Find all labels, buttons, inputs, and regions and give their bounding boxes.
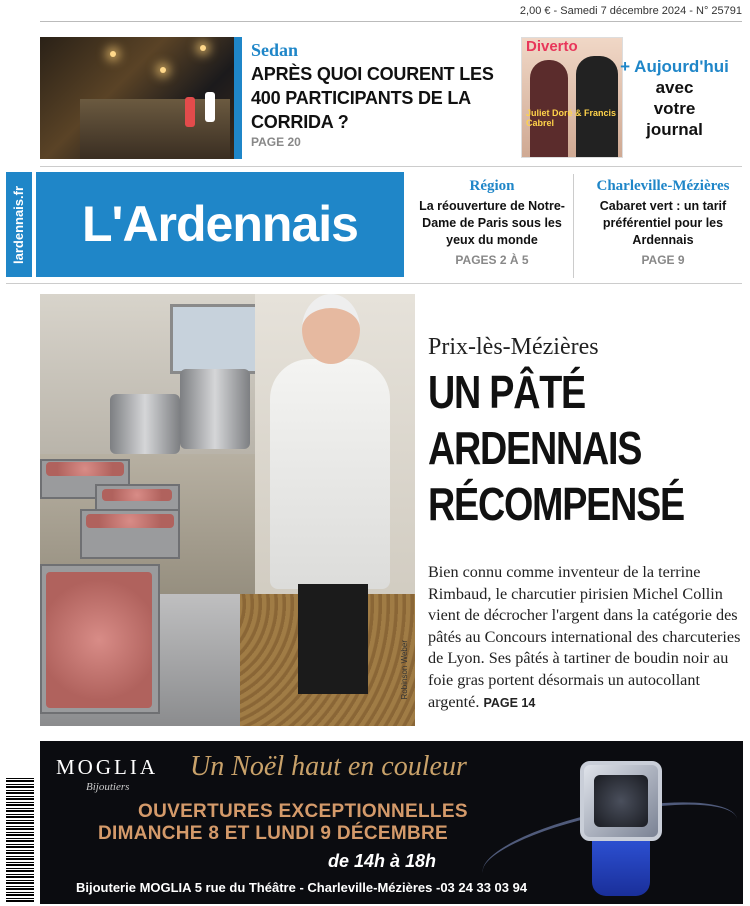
supplement-line: avec bbox=[655, 78, 694, 97]
newspaper-logo[interactable]: L'Ardennais bbox=[36, 172, 404, 277]
ad-line: DIMANCHE 8 ET LUNDI 9 DÉCEMBRE bbox=[98, 823, 448, 844]
divider bbox=[573, 174, 574, 278]
edition-info: 2,00 € - Samedi 7 décembre 2024 - N° 25791 bbox=[40, 0, 742, 22]
chef-legs bbox=[298, 584, 368, 694]
meat bbox=[46, 572, 152, 708]
watch-strap bbox=[592, 841, 650, 896]
corrida-photo[interactable] bbox=[40, 37, 234, 159]
divider bbox=[40, 166, 742, 167]
divider bbox=[6, 283, 742, 284]
ad-hours: de 14h à 18h bbox=[328, 851, 437, 871]
region-page: PAGES 2 À 5 bbox=[455, 253, 529, 267]
jewelry-advertisement[interactable] bbox=[40, 741, 743, 904]
street-lamp bbox=[200, 45, 206, 51]
teaser-page: PAGE 20 bbox=[251, 135, 301, 149]
main-headline-line: UN PÂTÉ bbox=[428, 366, 585, 418]
chef-head bbox=[302, 294, 360, 364]
supplement-line: journal bbox=[646, 120, 703, 139]
main-headline-line: RÉCOMPENSÉ bbox=[428, 478, 684, 530]
magazine-cover[interactable] bbox=[521, 37, 623, 158]
region-kicker: Région bbox=[469, 178, 515, 194]
street-lamp bbox=[160, 67, 166, 73]
ad-brand: MOGLIA bbox=[56, 755, 158, 779]
watch-dial bbox=[594, 775, 648, 827]
magazine-title: Diverto bbox=[526, 38, 578, 55]
cooking-pot bbox=[110, 394, 180, 454]
chef-figure bbox=[270, 359, 390, 589]
meat bbox=[86, 514, 174, 528]
runner-figure bbox=[205, 92, 215, 122]
runner-figure bbox=[185, 97, 195, 127]
barcode-icon bbox=[6, 776, 34, 902]
kitchen-window bbox=[170, 304, 260, 374]
ad-line: OUVERTURES EXCEPTIONNELLES bbox=[138, 801, 468, 822]
teaser-headline[interactable]: APRÈS QUOI COURENT LES 400 PARTICIPANTS DE LA CORRIDA ? bbox=[251, 64, 494, 132]
region-headline: La réouverture de Notre-Dame de Paris sous les yeux du monde bbox=[419, 199, 565, 247]
supplement-plus: + Aujourd'hui bbox=[620, 57, 729, 76]
main-article-photo[interactable] bbox=[40, 294, 415, 726]
charleville-headline: Cabaret vert : un tarif préférentiel pour les Ardennais bbox=[599, 199, 727, 247]
cooking-pot bbox=[180, 369, 250, 449]
main-headline[interactable] bbox=[428, 364, 748, 532]
ad-brand-sub: Bijoutiers bbox=[86, 781, 130, 793]
main-article-body bbox=[428, 562, 744, 714]
meat bbox=[102, 489, 172, 501]
meat bbox=[46, 462, 124, 476]
region-teaser[interactable] bbox=[412, 176, 572, 267]
website-url[interactable]: lardennais.fr bbox=[6, 172, 32, 277]
supplement-line: votre bbox=[653, 99, 696, 118]
street-lamp bbox=[110, 51, 116, 57]
watch-image bbox=[580, 761, 662, 841]
main-article-page[interactable]: PAGE 14 bbox=[483, 695, 536, 710]
charleville-kicker: Charleville-Mézières bbox=[596, 178, 730, 194]
teaser-kicker: Sedan bbox=[251, 40, 299, 60]
ad-slogan: Un Noël haut en couleur bbox=[190, 751, 467, 782]
magazine-cover-text: Juliet Doré & Francis Cabrel bbox=[526, 108, 617, 128]
main-body-text: Bien connu comme inventeur de la terrine Rimbaud, le charcutier pirisien Michel Collin vient de décrocher l'argent dans la catégorie des pâtés au Concours international des charcuteries de Lyon. Ses pâtés à tartiner de boudin noir au foie gras portent désormais un autocollant argenté. bbox=[428, 563, 741, 711]
charleville-teaser[interactable] bbox=[580, 176, 746, 267]
charleville-page: PAGE 9 bbox=[641, 253, 685, 267]
supplement-promo bbox=[612, 56, 737, 140]
accent-bar bbox=[234, 37, 242, 159]
ad-address: Bijouterie MOGLIA 5 rue du Théâtre - Charleville-Mézières -03 24 33 03 94 bbox=[76, 880, 528, 895]
photo-credit: Robinson Weber bbox=[400, 640, 409, 700]
main-kicker: Prix-lès-Mézières bbox=[428, 334, 599, 360]
main-headline-line: ARDENNAIS bbox=[428, 422, 642, 474]
